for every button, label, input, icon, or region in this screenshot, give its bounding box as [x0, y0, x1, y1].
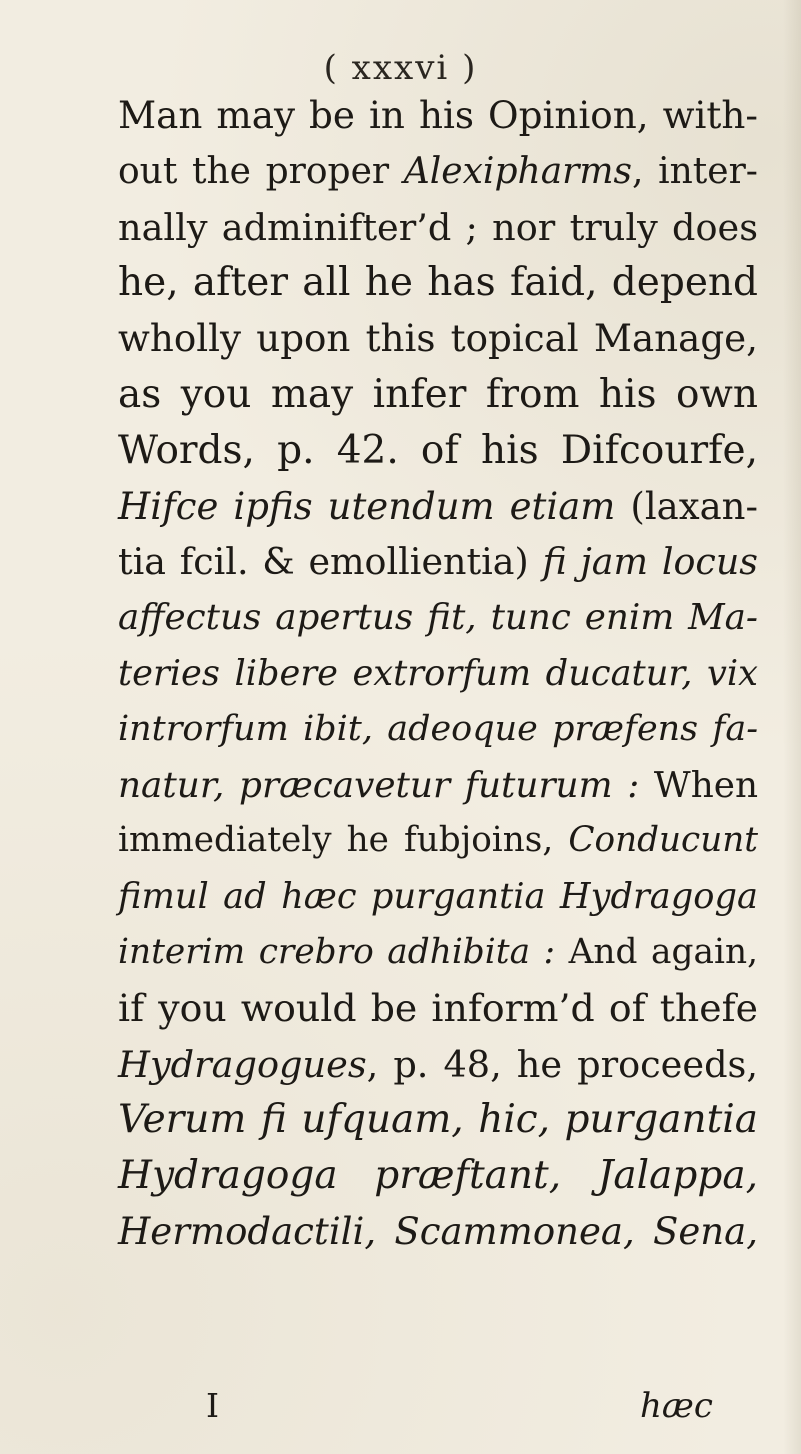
text-line	[118, 981, 758, 1037]
text-line	[118, 702, 758, 758]
italic-text-segment: teries libere extrorfum ducatur, vix	[118, 652, 758, 694]
text-segment: he, after all he has faid, depend	[118, 260, 758, 306]
text-line	[118, 200, 758, 256]
italic-text-segment: Hydragoga præftant, Jalappa,	[118, 1153, 758, 1199]
page-footer	[0, 1386, 801, 1436]
italic-text-segment: Verum fi ufquam, hic, purgantia	[118, 1097, 758, 1143]
text-line	[118, 646, 758, 702]
text-line	[118, 1148, 758, 1204]
italic-text-segment: Hydragogues	[118, 1042, 367, 1086]
body-text	[118, 88, 758, 1260]
text-segment: , p. 48, he proceeds,	[366, 1042, 758, 1086]
text-line	[118, 534, 758, 590]
text-line	[118, 758, 758, 814]
italic-text-segment: Hermodactili, Scammonea, Sena,	[118, 1209, 758, 1253]
text-line	[118, 1204, 758, 1260]
text-line	[118, 423, 758, 479]
italic-text-segment: fimul ad hæc purgantia Hydragoga	[118, 876, 758, 918]
text-segment: Words, p. 42. of his Difcourfe,	[118, 427, 758, 473]
text-segment: if you would be inform’d of thefe	[118, 985, 758, 1030]
page-edge-shadow	[783, 0, 801, 1454]
text-segment: wholly upon this topical Manage,	[118, 316, 758, 361]
italic-text-segment: Alexipharms	[403, 150, 633, 192]
text-line	[118, 144, 758, 200]
text-segment: Man may be in his Opinion, with-	[118, 93, 758, 137]
text-segment: , inter-	[632, 150, 758, 192]
italic-text-segment: affectus apertus fit, tunc enim Ma-	[118, 597, 758, 639]
text-segment: as you may infer from his own	[118, 371, 758, 417]
text-segment: And again,	[555, 931, 758, 972]
text-segment: (laxan-	[615, 484, 758, 528]
text-line	[118, 88, 758, 144]
catchword: hæc	[640, 1386, 713, 1426]
text-segment: When	[639, 764, 758, 806]
text-line	[118, 813, 758, 869]
italic-text-segment: natur, præcavetur futurum :	[118, 764, 640, 806]
text-line	[118, 1037, 758, 1093]
page-number-header: ( xxxvi )	[323, 48, 478, 88]
text-line	[118, 255, 758, 311]
text-line	[118, 479, 758, 535]
signature-mark: I	[206, 1386, 220, 1425]
text-line	[118, 869, 758, 925]
text-line	[118, 590, 758, 646]
italic-text-segment: fi jam locus	[542, 540, 758, 584]
text-line	[118, 925, 758, 981]
text-segment: out the proper	[118, 150, 404, 192]
text-line	[118, 367, 758, 423]
text-line	[118, 311, 758, 367]
italic-text-segment: introrfum ibit, adeoque præfens fa-	[118, 708, 758, 749]
text-segment: immediately he fubjoins,	[118, 820, 569, 861]
italic-text-segment: interim crebro adhibita :	[118, 931, 556, 972]
text-segment: nally adminifter’d ; nor truly does	[118, 205, 758, 249]
italic-text-segment: Hifce ipfis utendum etiam	[118, 484, 616, 528]
italic-text-segment: Conducunt	[568, 820, 758, 861]
text-segment: tia fcil. & emollientia)	[118, 540, 543, 584]
text-line	[118, 1092, 758, 1148]
